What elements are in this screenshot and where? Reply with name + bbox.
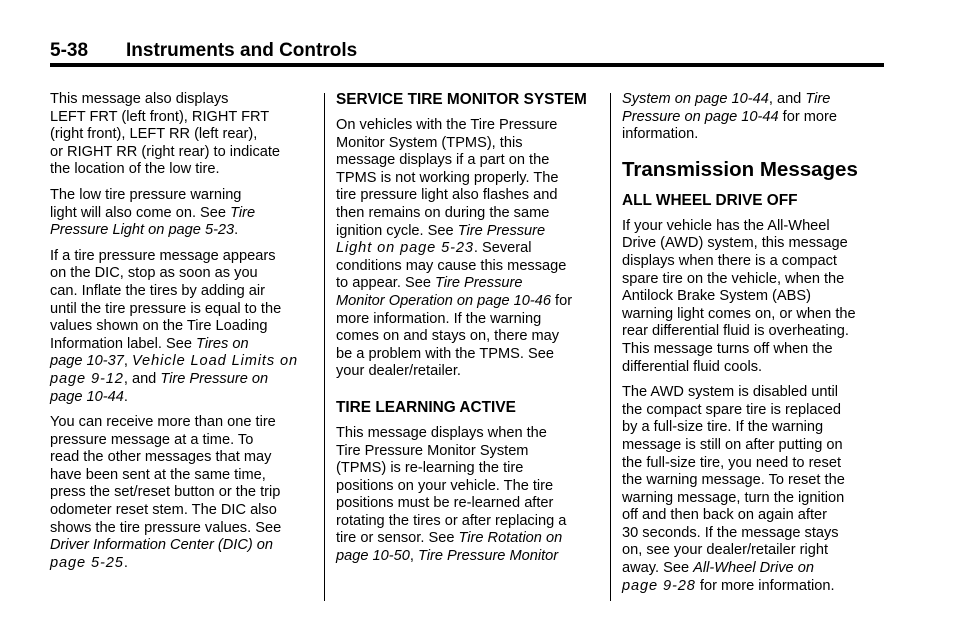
paragraph-awd-message: If your vehicle has the All-Wheel Drive (AWD) system, this message displays when there is a compact spare tire on the vehicle, when the Antilock Brake System (ABS) warning light comes on, or when the rear differential fluid is overheating. This message turns off when the differential fluid cools. [622, 217, 856, 375]
paragraph-tpms-relearning: This message displays when the Tire Pressure Monitor System (TPMS) is re-learning the tire positions on your vehicle. The tire positions must be re-learned after rotating the tires or after replacing a tire or sensor. See Tire Rotation on page 10-50, Tire Pressure Monitor [336, 424, 567, 565]
ref-driver-information-center-page[interactable]: page 5-25 [50, 554, 124, 571]
paragraph-tpms-not-working: On vehicles with the Tire Pressure Monitor System (TPMS), this message displays if a part on the TPMS is not working properly. The tire pressure light also flashes and then remains on during the same ignition cycle. See Tire Pressure Light on page 5-23. Several conditions may cause this message to appear. See Tire Pressure Monitor Operation on page 10-46 for more information. If the warning comes on and stays on, there may be a problem with the TPMS. See your dealer/retailer. [336, 117, 573, 380]
header-rule [50, 63, 884, 67]
paragraph-inflate-tires: If a tire pressure message appears on the DIC, stop as soon as you can. Inflate the tires by adding air until the tire pressure is equal to the values shown on the Tire Loading Information label. See Tires on page 10-37, Vehicle Load Limits on page 9-12, and Tire Pressure on page 10-44. [50, 247, 299, 405]
ref-all-wheel-drive[interactable]: All-Wheel Drive on [693, 560, 814, 577]
ref-vehicle-load-limits[interactable]: Vehicle Load Limits on [131, 353, 299, 370]
ref-tire-rotation[interactable]: Tire Rotation on [458, 530, 563, 547]
ref-driver-information-center[interactable]: Driver Information Center (DIC) on [50, 537, 274, 554]
ref-all-wheel-drive-page[interactable]: page 9-28 [622, 577, 696, 594]
ref-tire-pressure[interactable]: Tire [805, 91, 831, 107]
ref-tires[interactable]: Tires on [196, 335, 249, 352]
ref-tire-pressure-page[interactable]: page 10-44 [50, 388, 124, 405]
ref-tire-pressure-light-page[interactable]: Pressure Light on page 5-23 [50, 222, 235, 239]
page-number: 5-38 [50, 40, 89, 61]
paragraph-warning-light: The low tire pressure warning light will also come on. See Tire Pressure Light on page 5-23. [50, 186, 256, 239]
ref-tire-pressure-monitor-operation-page[interactable]: Monitor Operation on page 10-46 [336, 292, 551, 309]
ref-tire-rotation-page[interactable]: page 10-50 [336, 548, 410, 565]
ref-tpms-system-page[interactable]: System on page 10-44 [622, 91, 769, 107]
paragraph-message-displays: This message also displays LEFT FRT (left front), RIGHT FRT (right front), LEFT RR (left rear), or RIGHT RR (right rear) to indicate the location of the low tire. [50, 91, 281, 178]
section-title: Instruments and Controls [126, 40, 358, 61]
ref-tire-pressure-light-page[interactable]: Light on page 5-23 [336, 240, 474, 257]
ref-tire-pressure-monitor-operation[interactable]: Tire Pressure [435, 275, 523, 292]
paragraph-multiple-messages: You can receive more than one tire pressure message at a time. To read the other messages that may have been sent at the same time, press the set/reset button or the trip odometer reset stem. The DIC also shows the tire pressure values. See Driver Information Center (DIC) on page 5-25. [50, 414, 282, 571]
paragraph-awd-disabled: The AWD system is disabled until the compact spare tire is replaced by a full-size tire. If the warning message is still on after putting on the full-size tire, you need to reset the warning message. To reset the warning message, turn the ignition off and then back on again after 30 seconds. If the message stays on, see your dealer/retailer right away. See All-Wheel Drive on page 9-28 for more information. [622, 384, 845, 594]
column-1 [50, 91, 312, 580]
heading-all-wheel-drive-off: ALL WHEEL DRIVE OFF [622, 191, 798, 209]
ref-tire-pressure-monitor-system[interactable]: Tire Pressure Monitor [417, 548, 559, 565]
ref-tire-pressure[interactable]: Tire Pressure on [160, 370, 269, 387]
ref-tire-pressure-page[interactable]: Pressure on page 10-44 [622, 108, 779, 125]
column-divider-1 [324, 93, 325, 601]
heading-tire-learning-active: TIRE LEARNING ACTIVE [336, 398, 516, 416]
heading-service-tire-monitor: SERVICE TIRE MONITOR SYSTEM [336, 91, 587, 108]
ref-tires-page[interactable]: page 10-37 [50, 353, 124, 370]
paragraph-continued: System on page 10-44, and Tire Pressure on page 10-44 for more information. [622, 91, 837, 143]
ref-vehicle-load-limits-page[interactable]: page 9-12 [50, 370, 124, 387]
column-2 [336, 91, 598, 574]
ref-tire-pressure-light[interactable]: Tire [230, 204, 256, 221]
heading-transmission-messages: Transmission Messages [622, 157, 858, 181]
column-divider-2 [610, 93, 611, 601]
column-3 [622, 91, 886, 603]
ref-tire-pressure-light[interactable]: Tire Pressure [457, 222, 546, 239]
